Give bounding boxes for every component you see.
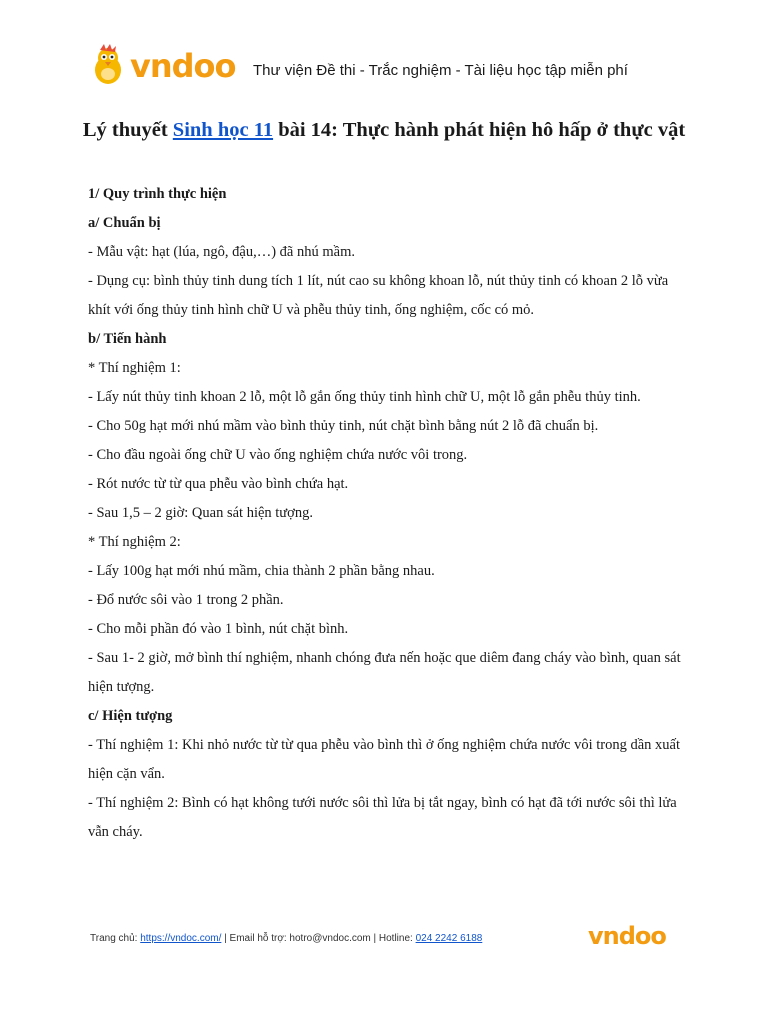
- footer-home-link[interactable]: https://vndoc.com/: [140, 933, 222, 944]
- section-heading: 1/ Quy trình thực hiện: [88, 186, 227, 202]
- footer-home-label: Trang chủ:: [90, 933, 141, 944]
- header-tagline: Thư viện Đề thi - Trắc nghiệm - Tài liệu học tập miễn phí: [253, 62, 628, 79]
- page-header: [88, 44, 688, 100]
- paragraph: - Mẫu vật: hạt (lúa, ngô, đậu,…) đã nhú mầm.: [88, 244, 355, 260]
- paragraph: - Dụng cụ: bình thủy tinh dung tích 1 lít, nút cao su không khoan lỗ, nút thủy tinh có khoan 2 lỗ vừa khít với ống thủy tinh hình chữ U và phễu thủy tinh, ống nghiệm, cốc có mỏ.: [88, 273, 669, 318]
- subsection-heading: a/ Chuẩn bị: [88, 215, 161, 231]
- mascot-icon: [88, 44, 128, 88]
- paragraph: - Thí nghiệm 1: Khi nhỏ nước từ từ qua phễu vào bình thì ở ống nghiệm chứa nước vôi trong dần xuất hiện cặn vẩn.: [88, 737, 680, 782]
- page-title: [60, 116, 708, 145]
- footer-logo: vndoo: [588, 922, 666, 950]
- title-prefix: Lý thuyết: [82, 119, 173, 141]
- paragraph: * Thí nghiệm 2:: [88, 534, 181, 550]
- paragraph: - Lấy nút thủy tinh khoan 2 lỗ, một lỗ gắn ống thủy tinh hình chữ U, một lỗ gắn phễu thủy tinh.: [88, 389, 641, 405]
- paragraph: - Sau 1- 2 giờ, mở bình thí nghiệm, nhanh chóng đưa nến hoặc que diêm đang cháy vào bình, quan sát hiện tượng.: [88, 650, 681, 695]
- paragraph: - Thí nghiệm 2: Bình có hạt không tưới nước sôi thì lửa bị tắt ngay, bình có hạt đã tới nước sôi thì lửa vẫn cháy.: [88, 795, 677, 840]
- logo-text: vndoo: [130, 47, 236, 85]
- paragraph: - Cho đầu ngoài ống chữ U vào ống nghiệm chứa nước vôi trong.: [88, 447, 468, 463]
- subsection-heading: b/ Tiến hành: [88, 331, 167, 347]
- paragraph: * Thí nghiệm 1:: [88, 360, 181, 376]
- paragraph: - Cho 50g hạt mới nhú mầm vào bình thủy tinh, nút chặt bình bằng nút 2 lỗ đã chuẩn bị.: [88, 418, 599, 434]
- title-subject-link[interactable]: Sinh học 11: [172, 119, 274, 141]
- subsection-heading: c/ Hiện tượng: [88, 708, 173, 724]
- vndoc-logo[interactable]: [88, 44, 236, 88]
- title-suffix: bài 14: Thực hành phát hiện hô hấp ở thực vật: [273, 119, 686, 141]
- document-body: [88, 180, 688, 847]
- footer-email: | Email hỗ trợ: hotro@vndoc.com | Hotline:: [221, 933, 416, 944]
- paragraph: - Đổ nước sôi vào 1 trong 2 phần.: [88, 592, 284, 608]
- paragraph: - Sau 1,5 – 2 giờ: Quan sát hiện tượng.: [88, 505, 313, 521]
- paragraph: - Lấy 100g hạt mới nhú mầm, chia thành 2 phần bằng nhau.: [88, 563, 435, 579]
- footer-hotline-link[interactable]: 024 2242 6188: [415, 933, 483, 944]
- paragraph: - Rót nước từ từ qua phễu vào bình chứa hạt.: [88, 476, 349, 492]
- paragraph: - Cho mỗi phần đó vào 1 bình, nút chặt bình.: [88, 621, 349, 637]
